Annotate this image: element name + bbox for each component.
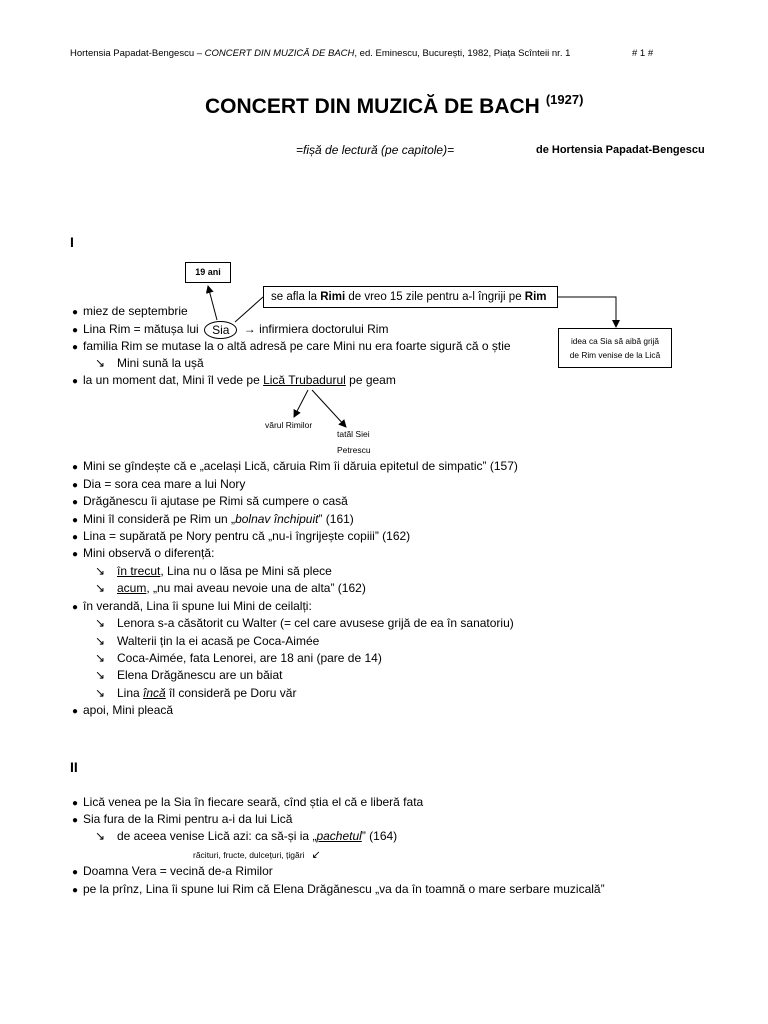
italic-underlined-phrase: încă bbox=[143, 685, 166, 700]
text-segment: pe geam bbox=[345, 373, 396, 388]
sub-point bbox=[72, 685, 518, 702]
underlined-phrase: în trecut bbox=[117, 563, 161, 578]
text-segment: pe la prînz, Lina îi spune lui Rim că Elena Drăgănescu „va da în toamnă o mare serbare muzicală” bbox=[83, 882, 605, 896]
header-work-title: CONCERT DIN MUZICĂ DE BACH bbox=[204, 48, 355, 59]
sub-point bbox=[72, 633, 518, 650]
arrow-down-right-icon: ↘ bbox=[95, 685, 106, 700]
running-header bbox=[70, 48, 570, 60]
package-contents-note bbox=[193, 850, 321, 861]
text-segment: , Lina nu o lăsa pe Mini să plece bbox=[160, 563, 332, 578]
arrow-down-right-icon: ↘ bbox=[95, 668, 106, 683]
bullet-icon: ● bbox=[72, 324, 79, 336]
arrow-stay-note-to-idea-note bbox=[558, 297, 616, 327]
bullet-point bbox=[72, 811, 423, 828]
bullet-icon: ● bbox=[72, 307, 79, 319]
subtitle-kind: =fișă de lectură (pe capitole)= bbox=[296, 143, 455, 157]
idea-note-line: idea ca Sia să aibă grijă bbox=[570, 336, 660, 346]
sub-point bbox=[72, 615, 518, 632]
arrow-down-right-icon: ↘ bbox=[95, 828, 106, 843]
arrow-down-right-icon: ↘ bbox=[95, 563, 106, 578]
bullet-point bbox=[72, 880, 605, 898]
stay-note-text: se afla la bbox=[271, 291, 321, 303]
bullet-point bbox=[72, 303, 511, 320]
header-edition: , ed. Eminescu, București, 1982, Piața Scînteii nr. 1 bbox=[354, 48, 571, 59]
italic-underlined-phrase: pachetul bbox=[316, 828, 362, 843]
bullet-icon: ● bbox=[72, 497, 79, 509]
text-segment: miez de septembrie bbox=[83, 304, 188, 319]
text-segment: Lina Rim = mătușa lui bbox=[83, 321, 203, 336]
text-segment: Lina = supărată pe Nory pentru că „nu-i îngrijește copiii” (162) bbox=[83, 528, 411, 543]
text-segment: Mini sună la ușă bbox=[117, 356, 204, 371]
chapter-1-main-list bbox=[72, 458, 518, 719]
bullet-point bbox=[72, 528, 518, 545]
underlined-phrase: acum bbox=[117, 581, 147, 596]
text-segment: la un moment dat, Mini îl vede pe bbox=[83, 373, 264, 388]
lica-cousin-note: vărul Rimilor bbox=[265, 420, 313, 430]
bullet-icon: ● bbox=[72, 462, 79, 474]
page-number: # 1 # bbox=[632, 48, 654, 59]
text-segment: Walterii țin la ei acasă pe Coca-Aimée bbox=[117, 633, 320, 648]
bullet-icon: ● bbox=[72, 797, 79, 809]
bullet-icon: ● bbox=[72, 479, 79, 491]
bullet-icon: ● bbox=[72, 706, 79, 718]
bullet-point bbox=[72, 511, 518, 528]
text-segment: de aceea venise Lică azi: ca să-și ia „ bbox=[117, 828, 317, 843]
text-segment: Lenora s-a căsătorit cu Walter (= cel care avusese grijă de ea în sanatoriu) bbox=[117, 616, 514, 631]
bullet-point bbox=[72, 862, 605, 880]
bullet-icon: ● bbox=[72, 867, 79, 878]
bullet-point bbox=[72, 794, 423, 811]
text-segment: apoi, Mini pleacă bbox=[83, 703, 174, 718]
bullet-icon: ● bbox=[72, 814, 79, 826]
bullet-icon: ● bbox=[72, 549, 79, 561]
text-segment: Dia = sora cea mare a lui Nory bbox=[83, 476, 246, 491]
bullet-icon: ● bbox=[72, 514, 79, 526]
sub-point bbox=[72, 667, 518, 684]
chapter-heading-2: II bbox=[70, 759, 78, 775]
text-segment: Lina bbox=[117, 685, 144, 700]
text-segment: Mini observă o diferență: bbox=[83, 546, 215, 561]
text-segment: în verandă, Lina îi spune lui Mini de ceilalți: bbox=[83, 598, 312, 613]
arrow-down-right-icon: ↘ bbox=[95, 581, 106, 596]
sub-point bbox=[72, 650, 518, 667]
arrow-down-right-icon: ↘ bbox=[95, 650, 106, 665]
text-segment: Mini îl consideră pe Rim un „ bbox=[83, 511, 236, 526]
arrow-down-right-icon: ↘ bbox=[95, 633, 106, 648]
bullet-point bbox=[72, 458, 518, 475]
sub-point bbox=[72, 580, 518, 597]
chapter-1-intro-list bbox=[72, 303, 511, 389]
bullet-point bbox=[72, 372, 511, 389]
header-author: Hortensia Papadat-Bengescu – bbox=[70, 48, 205, 59]
bullet-point bbox=[72, 702, 518, 719]
text-segment: Elena Drăgănescu are un băiat bbox=[117, 668, 283, 683]
chapter-2-intro-list bbox=[72, 794, 423, 845]
text-segment: Lică venea pe la Sia în fiecare seară, cînd știa el că e liberă fata bbox=[83, 794, 424, 809]
bullet-point bbox=[72, 338, 511, 355]
bullet-point bbox=[72, 476, 518, 493]
text-segment: ” (164) bbox=[361, 828, 398, 843]
lica-father-note: Petrescu bbox=[337, 445, 371, 455]
package-contents: răcituri, fructe, dulcețuri, țigări bbox=[193, 850, 305, 860]
underlined-phrase: Lică Trubadurul bbox=[263, 373, 346, 388]
stay-note-name: Rimi bbox=[320, 291, 346, 303]
bullet-icon: ● bbox=[72, 885, 79, 896]
lica-father-note: tatăl Siei bbox=[337, 429, 370, 439]
text-segment: Coca-Aimée, fata Lenorei, are 18 ani (pare de 14) bbox=[117, 650, 382, 665]
arrow-down-left-icon: ↙ bbox=[311, 849, 321, 861]
chapter-2-end-list bbox=[72, 862, 605, 898]
sub-point bbox=[72, 828, 423, 845]
bullet-point bbox=[72, 598, 518, 615]
text-segment: → infirmiera doctorului Rim bbox=[240, 321, 389, 336]
idea-note-line: de Rim venise de la Lică bbox=[569, 350, 661, 360]
chapter-heading-1: I bbox=[70, 234, 74, 250]
age-note-box: 19 ani bbox=[185, 262, 231, 283]
bullet-icon: ● bbox=[72, 376, 79, 388]
title-year: (1927) bbox=[545, 92, 584, 107]
text-segment: îl consideră pe Doru văr bbox=[165, 685, 297, 700]
stay-note-text: de vreo 15 zile pentru a-l îngriji pe bbox=[345, 291, 525, 303]
circled-name: Sia bbox=[204, 321, 237, 339]
bullet-icon: ● bbox=[72, 341, 79, 353]
idea-note-box bbox=[558, 328, 672, 368]
text-segment: Doamna Vera = vecină de-a Rimilor bbox=[83, 864, 273, 878]
arrow-lica-to-cousin-note bbox=[294, 390, 308, 417]
arrow-down-right-icon: ↘ bbox=[95, 616, 106, 631]
sub-point bbox=[72, 563, 518, 580]
text-segment: Sia fura de la Rimi pentru a-i da lui Lică bbox=[83, 811, 293, 826]
arrow-down-right-icon: ↘ bbox=[95, 356, 106, 371]
bullet-point bbox=[72, 545, 518, 562]
stay-note-name: Rim bbox=[524, 291, 547, 303]
text-segment: familia Rim se mutase la o altă adresă pe care Mini nu era foarte sigură că o știe bbox=[83, 338, 511, 353]
bullet-point bbox=[72, 493, 518, 510]
arrow-lica-to-father-note bbox=[312, 390, 346, 427]
sub-point bbox=[72, 355, 511, 372]
title-text: CONCERT DIN MUZICĂ DE BACH bbox=[205, 95, 540, 118]
bullet-icon: ● bbox=[72, 601, 79, 613]
italic-phrase: bolnav închipuit bbox=[235, 511, 319, 526]
text-segment: , „nu mai aveau nevoie una de alta” (162) bbox=[146, 581, 366, 596]
page-title bbox=[205, 93, 583, 121]
text-segment: ” (161) bbox=[318, 511, 354, 526]
subtitle-author: de Hortensia Papadat-Bengescu bbox=[536, 144, 705, 156]
bullet-point bbox=[72, 321, 511, 338]
text-segment: Drăgănescu îi ajutase pe Rimi să cumpere o casă bbox=[83, 494, 348, 509]
bullet-icon: ● bbox=[72, 531, 79, 543]
text-segment: Mini se gîndește că e „același Lică, căruia Rim îi dăruia epitetul de simpatic” (157) bbox=[83, 459, 518, 474]
